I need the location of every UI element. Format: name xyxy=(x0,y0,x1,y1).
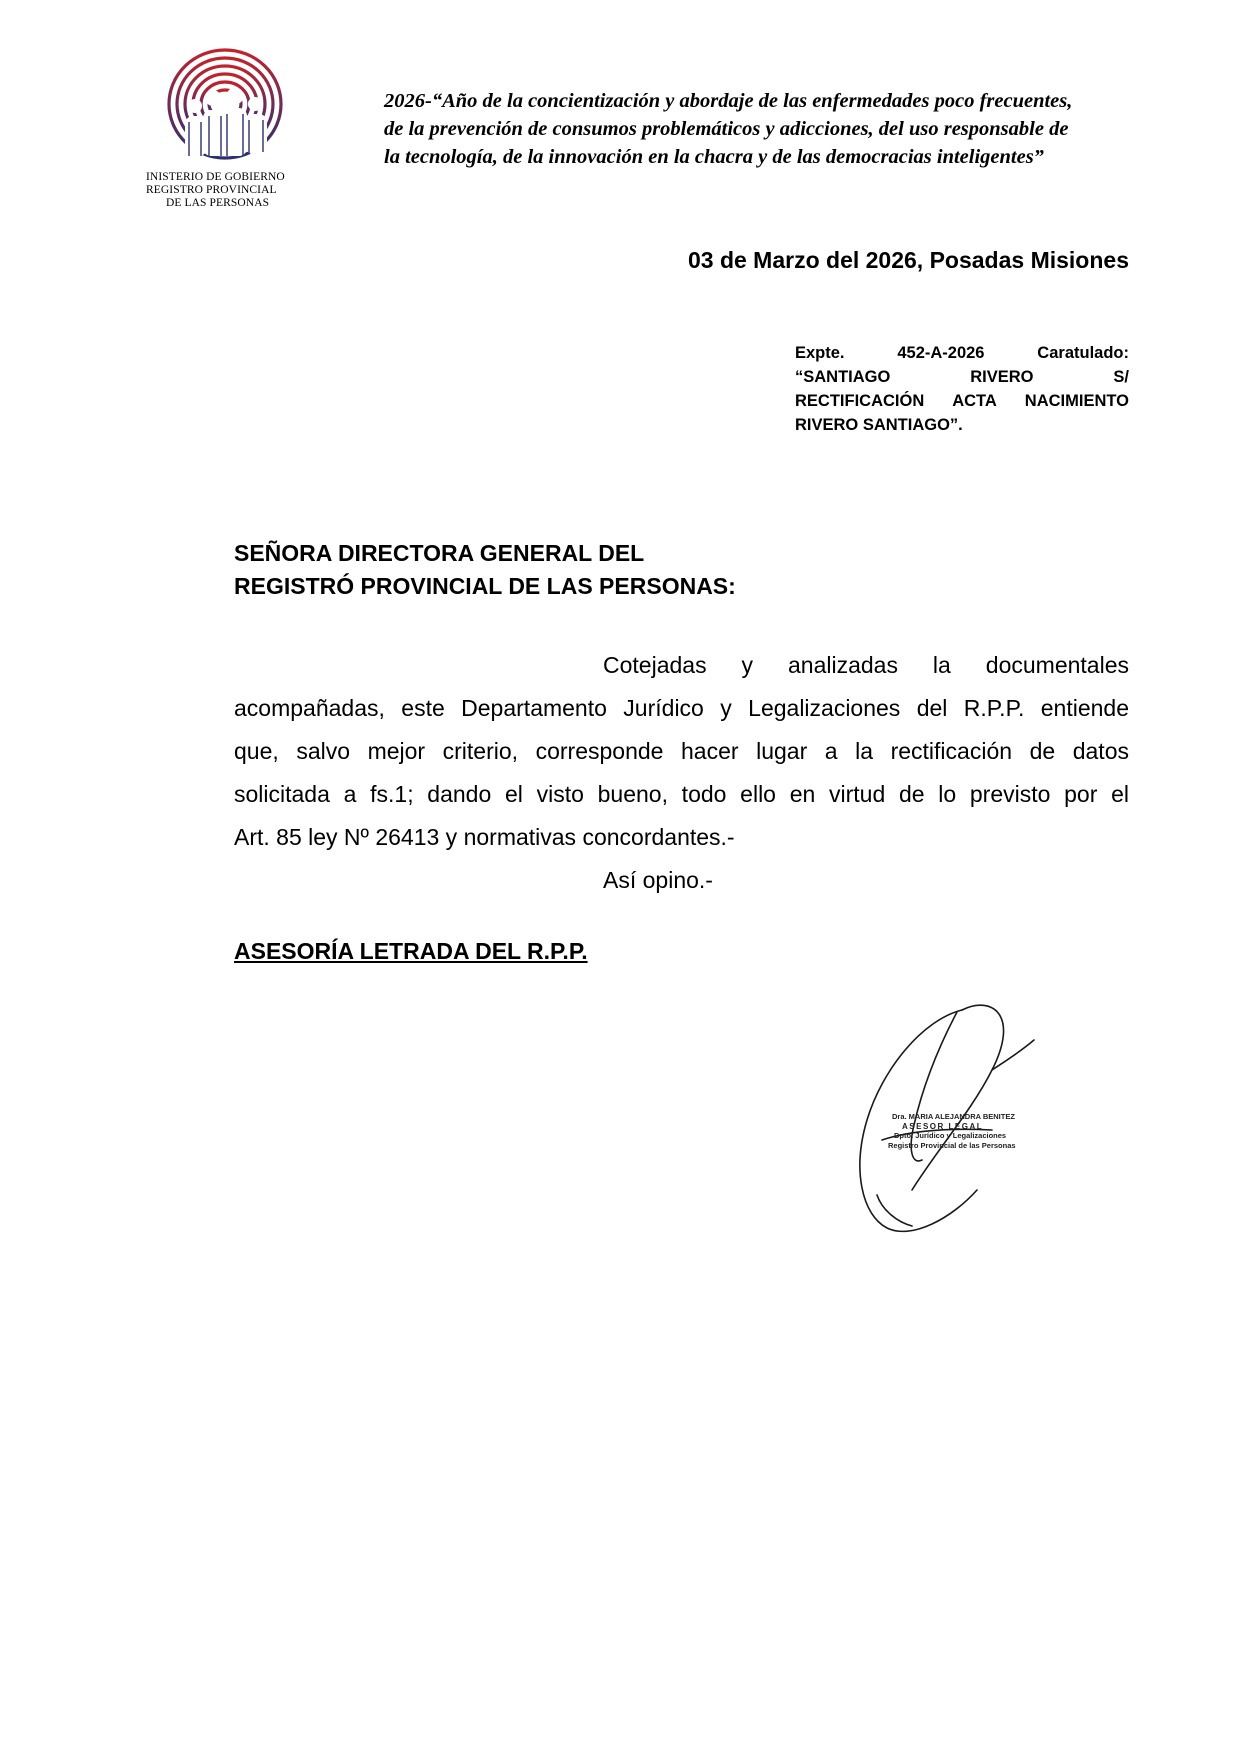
expediente-line: Expte. 452-A-2026 Caratulado: xyxy=(795,344,1129,362)
salutation-line: REGISTRÓ PROVINCIAL DE LAS PERSONAS: xyxy=(234,573,736,599)
year-motto xyxy=(384,87,1164,171)
motto-line: de la prevención de consumos problemáticos y adicciones, del uso responsable de xyxy=(384,118,1069,140)
stamp-line: Dpto. Jurídico y Legalizaciones xyxy=(894,1131,1007,1140)
stamp-line: Registro Provincial de las Personas xyxy=(888,1140,1016,1150)
signature-stamp xyxy=(888,1112,1038,1150)
logo-caption-line: REGISTRO PROVINCIAL xyxy=(146,184,277,196)
body-line: Cotejadas y analizadas la documentales xyxy=(603,652,1129,678)
logo-caption-line: INISTERIO DE GOBIERNO xyxy=(146,171,285,183)
motto-line: 2026-“Año de la concientización y abordaje de las enfermedades poco frecuentes, xyxy=(384,90,1073,112)
expediente-line: “SANTIAGO RIVERO S/ xyxy=(795,368,1129,386)
salutation xyxy=(234,537,736,603)
body-line: acompañadas, este Departamento Jurídico y Legalizaciones del R.P.P. entiende xyxy=(234,695,1129,721)
date-line: 03 de Marzo del 2026, Posadas Misiones xyxy=(687,247,1129,273)
body-line: solicitada a fs.1; dando el visto bueno, todo ello en virtud de lo previsto por el xyxy=(234,781,1129,807)
stamp-line: Dra. MARIA ALEJANDRA BENITEZ xyxy=(892,1112,1015,1121)
logo-caption xyxy=(146,171,316,210)
expediente-reference xyxy=(795,341,1129,437)
expediente-line: RECTIFICACIÓN ACTA NACIMIENTO xyxy=(795,392,1129,410)
office-heading: ASESORÍA LETRADA DEL R.P.P. xyxy=(234,938,588,964)
opinion-body xyxy=(234,644,1129,902)
logo-caption-line: DE LAS PERSONAS xyxy=(166,197,270,209)
salutation-line: SEÑORA DIRECTORA GENERAL DEL xyxy=(234,540,645,566)
closing-phrase: Así opino.- xyxy=(603,867,713,893)
stamp-line: ASESOR LEGAL xyxy=(902,1121,984,1131)
body-line: Art. 85 ley Nº 26413 y normativas concordantes.- xyxy=(234,824,735,850)
expediente-line: RIVERO SANTIAGO”. xyxy=(795,416,963,434)
body-line: que, salvo mejor criterio, corresponde hacer lugar a la rectificación de datos xyxy=(234,738,1129,764)
motto-line: la tecnología, de la innovación en la chacra y de las democracias inteligentes” xyxy=(384,146,1044,168)
registro-provincial-logo xyxy=(165,48,285,163)
